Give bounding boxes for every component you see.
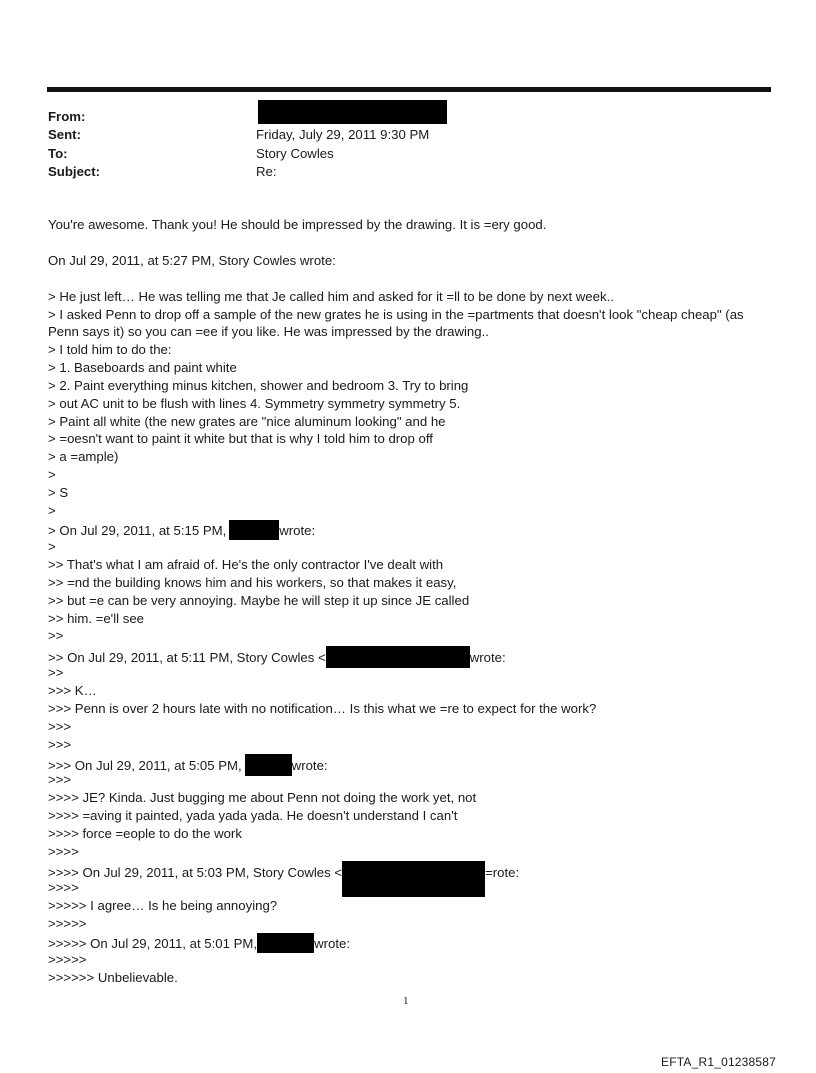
quoted-line: >>>> JE? Kinda. Just bugging me about Penn not doing the work yet, not xyxy=(48,790,477,805)
quoted-header-line xyxy=(48,646,506,668)
quoted-line: Penn says it) so you can =ee if you like. He was impressed by the drawing.. xyxy=(48,324,489,339)
quoted-line: > I told him to do the: xyxy=(48,342,172,357)
document-id: EFTA_R1_01238587 xyxy=(661,1055,777,1069)
quoted-header-prefix: >> On Jul 29, 2011, at 5:11 PM, Story Cowles < xyxy=(48,650,326,665)
quoted-line: > out AC unit to be flush with lines 4. Symmetry symmetry symmetry 5. xyxy=(48,396,461,411)
redaction-email xyxy=(342,861,485,897)
quoted-line: > He just left… He was telling me that Je called him and asked for it =ll to be done by next week.. xyxy=(48,289,614,304)
quoted-line: >> That's what I am afraid of. He's the only contractor I've dealt with xyxy=(48,557,444,572)
quoted-line: >>>> xyxy=(48,844,79,859)
sent-label: Sent: xyxy=(48,127,81,142)
quoted-line: >> but =e can be very annoying. Maybe he will step it up since JE called xyxy=(48,593,470,608)
quoted-line: >>>>> xyxy=(48,952,87,967)
quoted-line: >>>>> I agree… Is he being annoying? xyxy=(48,898,278,913)
quoted-line: >>> K… xyxy=(48,683,97,698)
sent-value: Friday, July 29, 2011 9:30 PM xyxy=(256,127,430,142)
quoted-header-prefix: > On Jul 29, 2011, at 5:15 PM, xyxy=(48,523,227,538)
quoted-line: >>>> =aving it painted, yada yada yada. He doesn't understand I can't xyxy=(48,808,458,823)
quoted-header-suffix: wrote: xyxy=(469,650,506,665)
quoted-line: > 2. Paint everything minus kitchen, shower and bedroom 3. Try to bring xyxy=(48,378,469,393)
reply-text: You're awesome. Thank you! He should be impressed by the drawing. It is =ery good. xyxy=(48,217,547,232)
quoted-line: >>> xyxy=(48,772,72,787)
subject-label: Subject: xyxy=(48,164,101,179)
redaction-sender xyxy=(245,754,292,776)
quoted-header-suffix: =rote: xyxy=(485,865,520,880)
header-divider xyxy=(47,87,771,92)
quoted-line: > xyxy=(48,539,56,554)
wrote-line: On Jul 29, 2011, at 5:27 PM, Story Cowles wrote: xyxy=(48,253,336,268)
redaction-email xyxy=(326,646,470,668)
to-value: Story Cowles xyxy=(256,146,334,161)
quoted-line: >> xyxy=(48,665,64,680)
subject-value: Re: xyxy=(256,164,277,179)
quoted-line: >>> xyxy=(48,719,72,734)
from-label: From: xyxy=(48,109,86,124)
quoted-header-line xyxy=(48,520,315,540)
quoted-header-suffix: wrote: xyxy=(291,758,328,773)
quoted-line: > =oesn't want to paint it white but that is why I told him to drop off xyxy=(48,431,433,446)
redaction-from xyxy=(258,100,447,124)
quoted-line: > xyxy=(48,503,56,518)
quoted-header-prefix: >>>>> On Jul 29, 2011, at 5:01 PM, xyxy=(48,936,258,951)
quoted-line: > I asked Penn to drop off a sample of the new grates he is using in the =partments that doesn't look "cheap cheap" (as xyxy=(48,307,744,322)
quoted-line: >>>>>> Unbelievable. xyxy=(48,970,178,985)
quoted-line: > 1. Baseboards and paint white xyxy=(48,360,237,375)
quoted-line: >>>> force =eople to do the work xyxy=(48,826,242,841)
quoted-line: > a =ample) xyxy=(48,449,119,464)
quoted-header-line xyxy=(48,933,350,953)
quoted-header-prefix: >>> On Jul 29, 2011, at 5:05 PM, xyxy=(48,758,242,773)
to-label: To: xyxy=(48,146,68,161)
quoted-header-suffix: wrote: xyxy=(279,523,316,538)
quoted-line: >> xyxy=(48,628,64,643)
quoted-header-line xyxy=(48,754,328,776)
quoted-line: > Paint all white (the new grates are "nice aluminum looking" and he xyxy=(48,414,446,429)
quoted-line: >> =nd the building knows him and his workers, so that makes it easy, xyxy=(48,575,457,590)
quoted-line: >>> xyxy=(48,737,72,752)
page-number: 1 xyxy=(403,995,409,1007)
quoted-line: >>>> xyxy=(48,880,79,895)
quoted-line: >>> Penn is over 2 hours late with no notification… Is this what we =re to expect for the work? xyxy=(48,701,597,716)
quoted-line: >>>>> xyxy=(48,916,87,931)
quoted-header-prefix: >>>> On Jul 29, 2011, at 5:03 PM, Story Cowles < xyxy=(48,865,343,880)
redaction-sender xyxy=(257,933,314,953)
quoted-line: > S xyxy=(48,485,69,500)
quoted-header-suffix: wrote: xyxy=(314,936,350,951)
quoted-header-line xyxy=(48,861,519,897)
redaction-sender xyxy=(229,520,279,540)
quoted-line: >> him. =e'll see xyxy=(48,611,144,626)
quoted-line: > xyxy=(48,467,56,482)
